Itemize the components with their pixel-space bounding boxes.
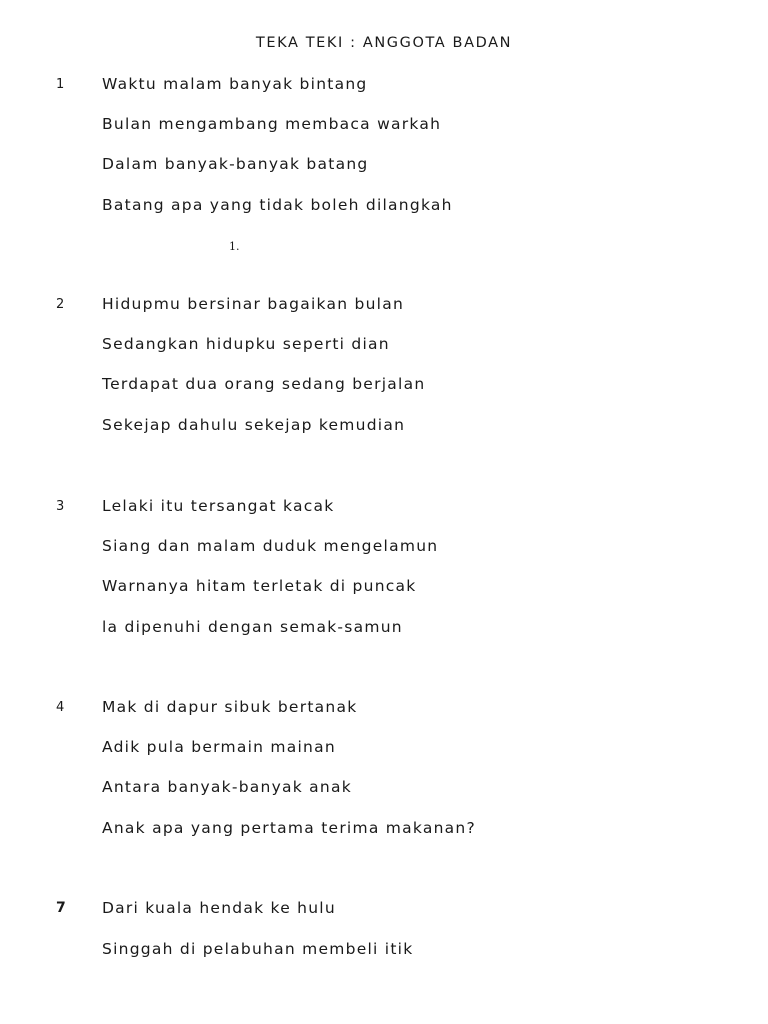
riddle-number-3: 3 — [56, 499, 65, 514]
riddle-3-line-1: Lelaki itu tersangat kacak — [102, 497, 335, 515]
page-title: TEKA TEKI : ANGGOTA BADAN — [255, 35, 513, 51]
riddle-1-line-2: Bulan mengambang membaca warkah — [102, 115, 442, 133]
riddle-3-line-3: Warnanya hitam terletak di puncak — [102, 577, 417, 595]
footnote-marker: 1. — [229, 240, 240, 253]
riddle-number-7: 7 — [56, 900, 66, 916]
riddle-4-line-4: Anak apa yang pertama terima makanan? — [102, 819, 476, 837]
riddle-number-2: 2 — [56, 297, 65, 312]
riddle-4-line-1: Mak di dapur sibuk bertanak — [102, 698, 358, 716]
riddle-2-line-1: Hidupmu bersinar bagaikan bulan — [102, 295, 405, 313]
riddle-number-1: 1 — [56, 77, 65, 92]
riddle-4-line-3: Antara banyak-banyak anak — [102, 778, 352, 796]
riddle-2-line-3: Terdapat dua orang sedang berjalan — [102, 375, 426, 393]
riddle-7-line-1: Dari kuala hendak ke hulu — [102, 899, 336, 917]
riddle-3-line-4: la dipenuhi dengan semak-samun — [102, 618, 403, 636]
riddle-7-line-2: Singgah di pelabuhan membeli itik — [102, 940, 414, 958]
riddle-4-line-2: Adik pula bermain mainan — [102, 738, 336, 756]
riddle-3-line-2: Siang dan malam duduk mengelamun — [102, 537, 439, 555]
riddle-2-line-2: Sedangkan hidupku seperti dian — [102, 335, 390, 353]
riddle-1-line-1: Waktu malam banyak bintang — [102, 75, 368, 93]
riddle-1-line-4: Batang apa yang tidak boleh dilangkah — [102, 196, 453, 214]
riddle-1-line-3: Dalam banyak-banyak batang — [102, 155, 369, 173]
riddle-number-4: 4 — [56, 700, 65, 715]
riddle-2-line-4: Sekejap dahulu sekejap kemudian — [102, 416, 406, 434]
